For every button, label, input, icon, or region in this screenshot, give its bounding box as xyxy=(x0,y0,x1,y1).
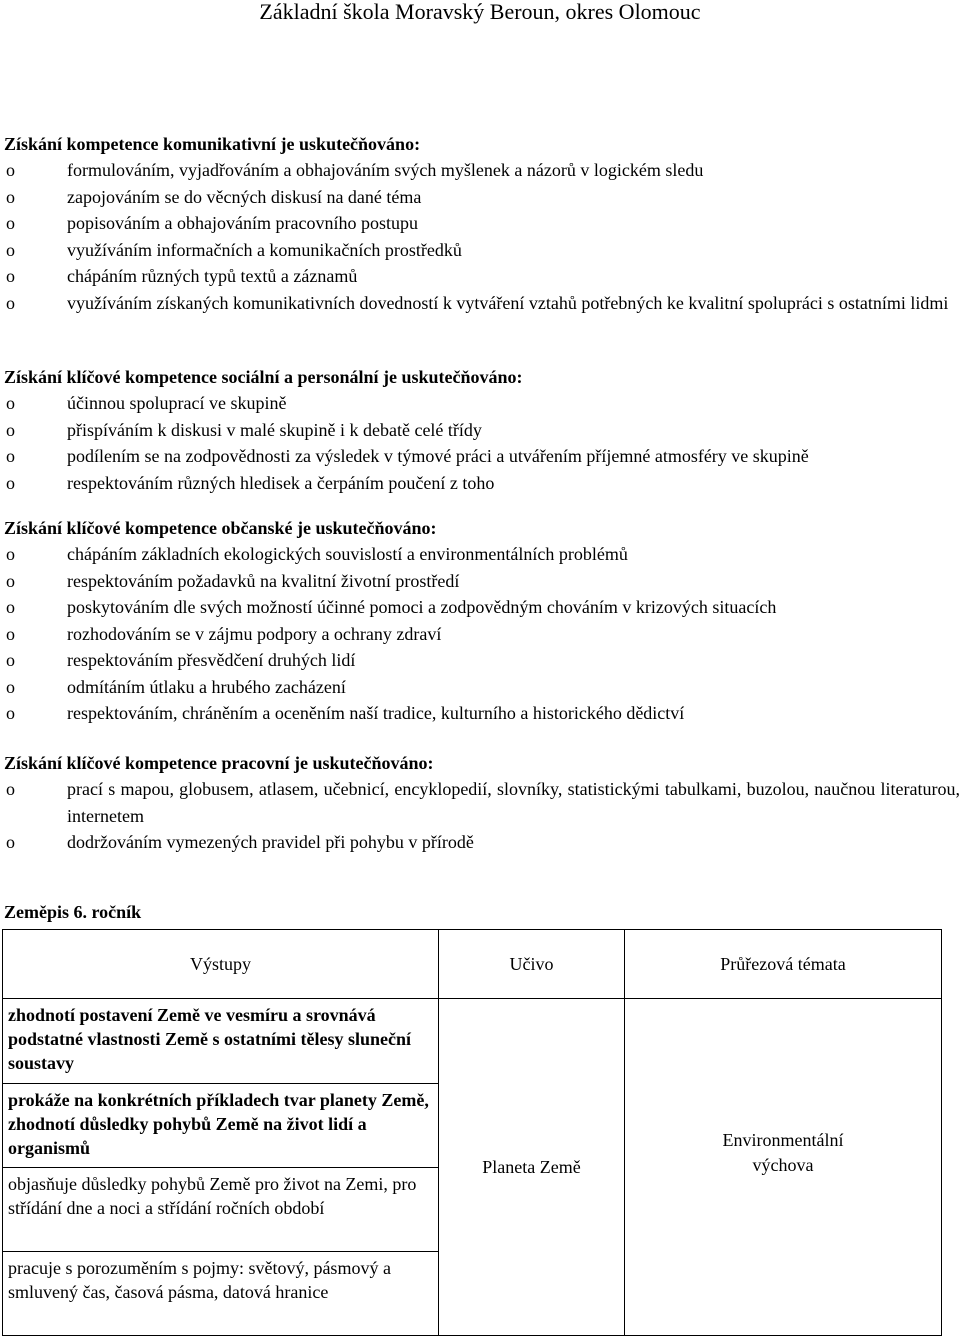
list-item: o dodržováním vymezených pravidel při pohybu v přírodě xyxy=(4,829,960,856)
section-social xyxy=(4,364,960,496)
bullet-icon: o xyxy=(6,472,15,493)
section-title: Získání kompetence komunikativní je uskutečňováno: xyxy=(4,134,421,154)
list-item: o využíváním získaných komunikativních dovedností k vytváření vztahů potřebných ke kvalitní spolupráci s ostatními lidmi xyxy=(4,290,960,317)
section-communicative xyxy=(4,131,960,316)
section-title: Získání klíčové kompetence pracovní je uskutečňováno: xyxy=(4,753,434,773)
bullet-icon: o xyxy=(6,650,15,670)
bullet-list xyxy=(4,541,960,727)
list-item: o respektováním požadavků na kvalitní životní prostředí xyxy=(4,568,960,595)
bullet-icon: o xyxy=(6,393,15,413)
list-item: o prací s mapou, globusem, atlasem, učebnicí, encyklopedií, slovníky, statistickými tabulkami, buzolou, naučnou literaturou, internetem xyxy=(4,776,960,829)
grade-title: Zeměpis 6. ročník xyxy=(4,902,142,922)
section-civic xyxy=(4,515,960,727)
output-cell: pracuje s porozuměním s pojmy: světový, pásmový a smluvený čas, časová pásma, datová hranice xyxy=(3,1252,439,1336)
bullet-list xyxy=(4,776,960,856)
curriculum-table xyxy=(2,929,942,1336)
curriculum-cell: Planeta Země xyxy=(439,999,625,1336)
bullet-icon: o xyxy=(6,213,15,233)
list-item: o rozhodováním se v zájmu podpory a ochrany zdraví xyxy=(4,621,960,648)
bullet-icon: o xyxy=(6,623,15,644)
bullet-icon: o xyxy=(6,266,15,286)
list-item: o přispíváním k diskusi v malé skupině i k debatě celé třídy xyxy=(4,417,960,444)
list-item: o chápáním různých typů textů a záznamů xyxy=(4,263,960,290)
cross-topic-cell xyxy=(625,999,942,1336)
bullet-icon: o xyxy=(6,597,15,617)
bullet-icon: o xyxy=(6,160,15,180)
bullet-icon: o xyxy=(6,832,15,852)
bullet-icon: o xyxy=(6,419,15,440)
cross-topic-text: Environmentální výchova xyxy=(722,1130,844,1175)
output-cell: zhodnotí postavení Země ve vesmíru a srovnává podstatné vlastnosti Země s ostatními tělesy sluneční soustavy xyxy=(3,999,439,1084)
list-item: o formulováním, vyjadřováním a obhajováním svých myšlenek a názorů v logickém sledu xyxy=(4,157,960,184)
bullet-icon: o xyxy=(6,703,15,723)
bullet-icon: o xyxy=(6,570,15,591)
list-item: o poskytováním dle svých možností účinné pomoci a zodpovědným chováním v krizových situacích xyxy=(4,594,960,621)
list-item: o respektováním, chráněním a oceněním naší tradice, kulturního a historického dědictví xyxy=(4,700,960,727)
header-cross-topics: Průřezová témata xyxy=(625,930,942,999)
list-item: o popisováním a obhajováním pracovního postupu xyxy=(4,210,960,237)
section-title: Získání klíčové kompetence sociální a personální je uskutečňováno: xyxy=(4,367,523,387)
section-title: Získání klíčové kompetence občanské je uskutečňováno: xyxy=(4,518,437,538)
list-item: o podílením se na zodpovědnosti za výsledek v týmové práci a utvářením příjemné atmosféry ve skupině xyxy=(4,443,960,470)
section-work xyxy=(4,750,960,856)
bullet-icon: o xyxy=(6,676,15,697)
bullet-list xyxy=(4,157,960,316)
header-curriculum: Učivo xyxy=(439,930,625,999)
list-item: o odmítáním útlaku a hrubého zacházení xyxy=(4,674,960,701)
list-item: o využíváním informačních a komunikačních prostředků xyxy=(4,237,960,264)
list-item: o účinnou spoluprací ve skupině xyxy=(4,390,960,417)
bullet-icon: o xyxy=(6,544,15,564)
bullet-icon: o xyxy=(6,186,15,207)
header-outputs: Výstupy xyxy=(3,930,439,999)
output-cell: prokáže na konkrétních příkladech tvar planety Země, zhodnotí důsledky pohybů Země na život lidí a organismů xyxy=(3,1084,439,1168)
bullet-icon: o xyxy=(6,779,15,799)
list-item: o respektováním různých hledisek a čerpáním poučení z toho xyxy=(4,470,960,497)
bullet-icon: o xyxy=(6,292,15,313)
output-cell: objasňuje důsledky pohybů Země pro život na Zemi, pro střídání dne a noci a střídání ročních období xyxy=(3,1168,439,1252)
list-item: o zapojováním se do věcných diskusí na dané téma xyxy=(4,184,960,211)
bullet-icon: o xyxy=(6,239,15,260)
bullet-icon: o xyxy=(6,446,15,466)
bullet-list xyxy=(4,390,960,496)
list-item: o chápáním základních ekologických souvislostí a environmentálních problémů xyxy=(4,541,960,568)
list-item: o respektováním přesvědčení druhých lidí xyxy=(4,647,960,674)
page-header: Základní škola Moravský Beroun, okres Olomouc xyxy=(259,0,701,24)
